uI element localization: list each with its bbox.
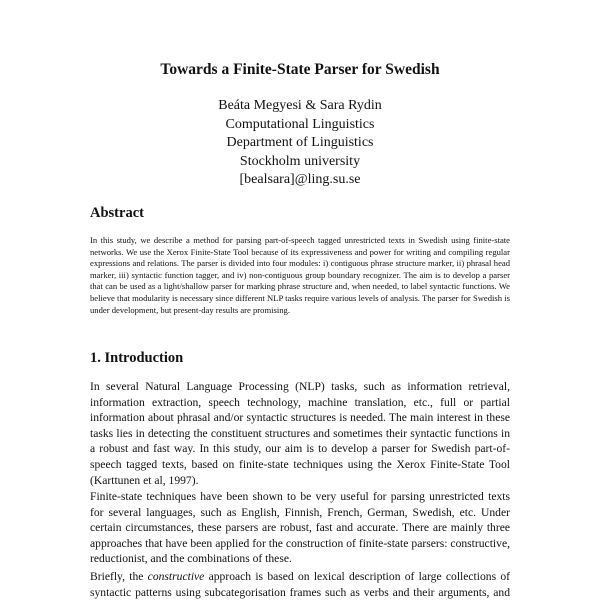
intro-paragraph-1 xyxy=(90,379,510,488)
author-names: Beáta Megyesi & Sara Rydin xyxy=(218,98,382,113)
para3-end: approach is based on lexical description of large collections of syntactic patterns using subcategorisation frames such as verbs and their arguments, and xyxy=(90,570,511,599)
intro-paragraph-3-text xyxy=(90,569,510,616)
author-university: Stockholm university xyxy=(239,153,361,169)
author-email: [bealsara]@ling.su.se xyxy=(239,172,361,187)
abstract-text xyxy=(90,235,510,316)
section-heading-introduction: 1. Introduction xyxy=(90,350,184,366)
abstract-heading: Abstract xyxy=(90,205,144,221)
intro-paragraph-2 xyxy=(90,489,510,567)
para3-start: Briefly, the xyxy=(90,570,148,583)
author-block xyxy=(0,97,600,190)
author-affiliation: Computational Linguistics xyxy=(225,116,375,132)
intro-paragraph-2-text: Finite-state techniques have been shown to be very useful for parsing unrestricted texts for several languages, such as English, Finnish, French, German, Swedish, etc. Under certain circumstances, these parsers are robust, fast and accurate. There are mainly three approaches that have been applied for the construction of finite-state parsers: constructive, reductionist, and the combinations of these. xyxy=(90,490,510,566)
para3-emphasis: constructive xyxy=(147,570,205,583)
intro-paragraph-3 xyxy=(90,569,510,616)
intro-paragraph-1-text: In several Natural Language Processing (NLP) tasks, such as information retrieval, information extraction, speech technology, machine translation, etc., full or partial information about phrasal and/or syntactic structures is needed. The main interest in these tasks lies in detecting the constituent structures and sometimes their syntactic functions in a robust and fast way. In this study, our aim is to develop a parser for Swedish part-of-speech tagged texts, based on finite-state techniques using the Xerox Finite-State Tool (Karttunen et al, 1997). xyxy=(90,380,510,487)
paper-title: Towards a Finite-State Parser for Swedish xyxy=(160,61,440,78)
author-department: Department of Linguistics xyxy=(226,135,374,150)
abstract-paragraph: In this study, we describe a method for parsing part-of-speech tagged unrestricted texts in Swedish using finite-state networks. We use the Xerox Finite-State Tool because of its expressiveness and power for writing and compiling regular expressions and relations. The parser is divided into four modules: i) contiguous phrase structure marker, ii) phrasal head marker, iii) syntactic function tagger, and iv) non-contiguous group boundary recognizer. The aim is to develop a parser that can be used as a light/shallow parser for marking phrase structure and, when needed, to label syntactic functions. We believe that modularity is necessary since different NLP tasks require various levels of analysis. The parser for Swedish is under development, but present-day results are promising. xyxy=(90,235,510,315)
